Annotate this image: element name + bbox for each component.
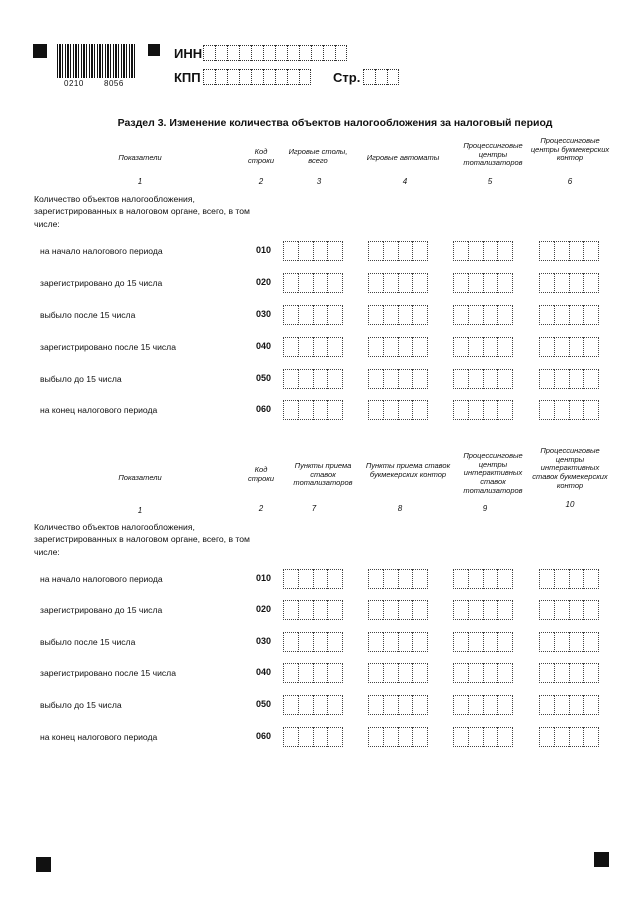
t1-col-header-6: Процессинговые центры букмекерских контор xyxy=(530,136,610,163)
t2-input-box[interactable] xyxy=(539,695,599,715)
t1-input-box[interactable] xyxy=(539,337,599,357)
t1-input-box[interactable] xyxy=(539,273,599,293)
kpp-field[interactable] xyxy=(203,69,311,85)
t2-input-box[interactable] xyxy=(539,727,599,747)
t1-input-box[interactable] xyxy=(283,241,343,261)
t2-input-box[interactable] xyxy=(453,600,513,620)
t2-input-box[interactable] xyxy=(368,663,428,683)
t1-input-box[interactable] xyxy=(539,241,599,261)
t1-col-num-1: 1 xyxy=(137,177,143,186)
t2-row-label: на начало налогового периода xyxy=(40,574,163,584)
t1-input-box[interactable] xyxy=(539,400,599,420)
t2-col-header-2: Код строки xyxy=(248,465,274,483)
t2-col-header-6: Процессинговые центры интерактивных ставок букмекерских контор xyxy=(532,446,608,490)
t1-input-box[interactable] xyxy=(283,400,343,420)
t2-col-header-5: Процессинговые центры интерактивных ставок тотализаторов xyxy=(463,451,523,495)
t1-input-box[interactable] xyxy=(283,273,343,293)
t2-col-header-4: Пункты приема ставок букмекерских контор xyxy=(365,461,451,479)
t2-col-num-4: 8 xyxy=(397,504,403,513)
page-field[interactable] xyxy=(363,69,399,85)
t2-col-num-1: 1 xyxy=(137,506,143,515)
t1-input-box[interactable] xyxy=(453,337,513,357)
t1-col-header-1: Показатели xyxy=(118,153,162,162)
t2-input-box[interactable] xyxy=(283,569,343,589)
page-label: Стр. xyxy=(333,70,361,85)
t2-row-label: выбыло после 15 числа xyxy=(40,637,136,647)
t1-row-label: выбыло до 15 числа xyxy=(40,374,122,384)
t2-input-box[interactable] xyxy=(453,569,513,589)
t2-input-box[interactable] xyxy=(539,569,599,589)
t1-row-code: 020 xyxy=(256,277,272,287)
t2-row-label: на конец налогового периода xyxy=(40,732,158,742)
t1-row-code: 040 xyxy=(256,341,272,351)
t1-col-num-4: 4 xyxy=(402,177,408,186)
t2-row-code: 010 xyxy=(256,573,272,583)
t2-row-code: 040 xyxy=(256,667,272,677)
t2-input-box[interactable] xyxy=(283,727,343,747)
t2-row-code: 020 xyxy=(256,604,272,614)
t2-col-num-5: 9 xyxy=(482,504,488,513)
t2-input-box[interactable] xyxy=(453,663,513,683)
corner-marker-bottom-left xyxy=(36,857,51,872)
t2-input-box[interactable] xyxy=(453,695,513,715)
t1-input-box[interactable] xyxy=(368,400,428,420)
t2-col-num-3: 7 xyxy=(311,504,317,513)
t2-row-code: 050 xyxy=(256,699,272,709)
t1-row-label: выбыло после 15 числа xyxy=(40,310,136,320)
t1-col-header-2: Код строки xyxy=(248,147,274,165)
t1-col-header-5: Процессинговые центры тотализаторов xyxy=(463,141,523,168)
t1-row-label: зарегистрировано после 15 числа xyxy=(40,342,176,352)
barcode xyxy=(57,44,137,78)
t1-row-label: на начало налогового периода xyxy=(40,246,163,256)
barcode-number-right: 8056 xyxy=(104,79,124,88)
t1-lead-text: Количество объектов налогообложения, зарегистрированных в налоговом органе, всего, в том числе: xyxy=(34,194,250,229)
t1-row-code: 060 xyxy=(256,404,272,414)
t1-col-num-6: 6 xyxy=(567,177,573,186)
t1-input-box[interactable] xyxy=(368,241,428,261)
t2-row-code: 060 xyxy=(256,731,272,741)
t2-input-box[interactable] xyxy=(539,600,599,620)
t1-input-box[interactable] xyxy=(539,305,599,325)
t2-input-box[interactable] xyxy=(368,600,428,620)
t2-input-box[interactable] xyxy=(283,632,343,652)
t1-row-code: 010 xyxy=(256,245,272,255)
t2-input-box[interactable] xyxy=(453,632,513,652)
t2-col-num-2: 2 xyxy=(258,504,264,513)
t1-input-box[interactable] xyxy=(368,305,428,325)
t2-row-label: зарегистрировано до 15 числа xyxy=(40,605,163,615)
corner-marker-top-left xyxy=(33,44,47,58)
t2-input-box[interactable] xyxy=(368,695,428,715)
t1-input-box[interactable] xyxy=(368,337,428,357)
t2-input-box[interactable] xyxy=(453,727,513,747)
t2-input-box[interactable] xyxy=(368,569,428,589)
t1-input-box[interactable] xyxy=(453,241,513,261)
t1-input-box[interactable] xyxy=(453,305,513,325)
t2-input-box[interactable] xyxy=(368,727,428,747)
t1-input-box[interactable] xyxy=(283,369,343,389)
t2-input-box[interactable] xyxy=(283,600,343,620)
t2-col-header-3: Пункты приема ставок тотализаторов xyxy=(293,461,353,488)
t2-row-label: выбыло до 15 числа xyxy=(40,700,122,710)
t1-input-box[interactable] xyxy=(283,337,343,357)
section-title: Раздел 3. Изменение количества объектов налогообложения за налоговый период xyxy=(117,117,553,129)
t1-input-box[interactable] xyxy=(453,369,513,389)
t2-row-label: зарегистрировано после 15 числа xyxy=(40,668,176,678)
t1-input-box[interactable] xyxy=(368,273,428,293)
t2-input-box[interactable] xyxy=(539,632,599,652)
kpp-label: КПП xyxy=(174,70,201,85)
t2-row-code: 030 xyxy=(256,636,272,646)
t2-input-box[interactable] xyxy=(283,663,343,683)
t1-input-box[interactable] xyxy=(368,369,428,389)
t1-col-num-5: 5 xyxy=(487,177,493,186)
t1-row-code: 050 xyxy=(256,373,272,383)
t2-input-box[interactable] xyxy=(368,632,428,652)
inn-label: ИНН xyxy=(174,46,203,61)
barcode-number-left: 0210 xyxy=(64,79,84,88)
t2-col-header-1: Показатели xyxy=(118,473,162,482)
t1-col-num-2: 2 xyxy=(258,177,264,186)
corner-marker-bottom-right xyxy=(594,852,609,867)
t1-col-num-3: 3 xyxy=(316,177,322,186)
t1-input-box[interactable] xyxy=(453,400,513,420)
t1-row-label: на конец налогового периода xyxy=(40,405,158,415)
t1-input-box[interactable] xyxy=(539,369,599,389)
t1-row-code: 030 xyxy=(256,309,272,319)
corner-marker-top-mid xyxy=(148,44,160,56)
inn-field[interactable] xyxy=(203,45,347,61)
t1-col-header-3: Игровые столы, всего xyxy=(288,147,348,165)
t2-col-num-6: 10 xyxy=(565,500,575,509)
t2-input-box[interactable] xyxy=(283,695,343,715)
t1-row-label: зарегистрировано до 15 числа xyxy=(40,278,163,288)
t1-col-header-4: Игровые автоматы xyxy=(366,153,440,162)
t1-input-box[interactable] xyxy=(453,273,513,293)
t2-lead-text: Количество объектов налогообложения, зарегистрированных в налоговом органе, всего, в том числе: xyxy=(34,522,250,557)
t2-input-box[interactable] xyxy=(539,663,599,683)
t1-input-box[interactable] xyxy=(283,305,343,325)
